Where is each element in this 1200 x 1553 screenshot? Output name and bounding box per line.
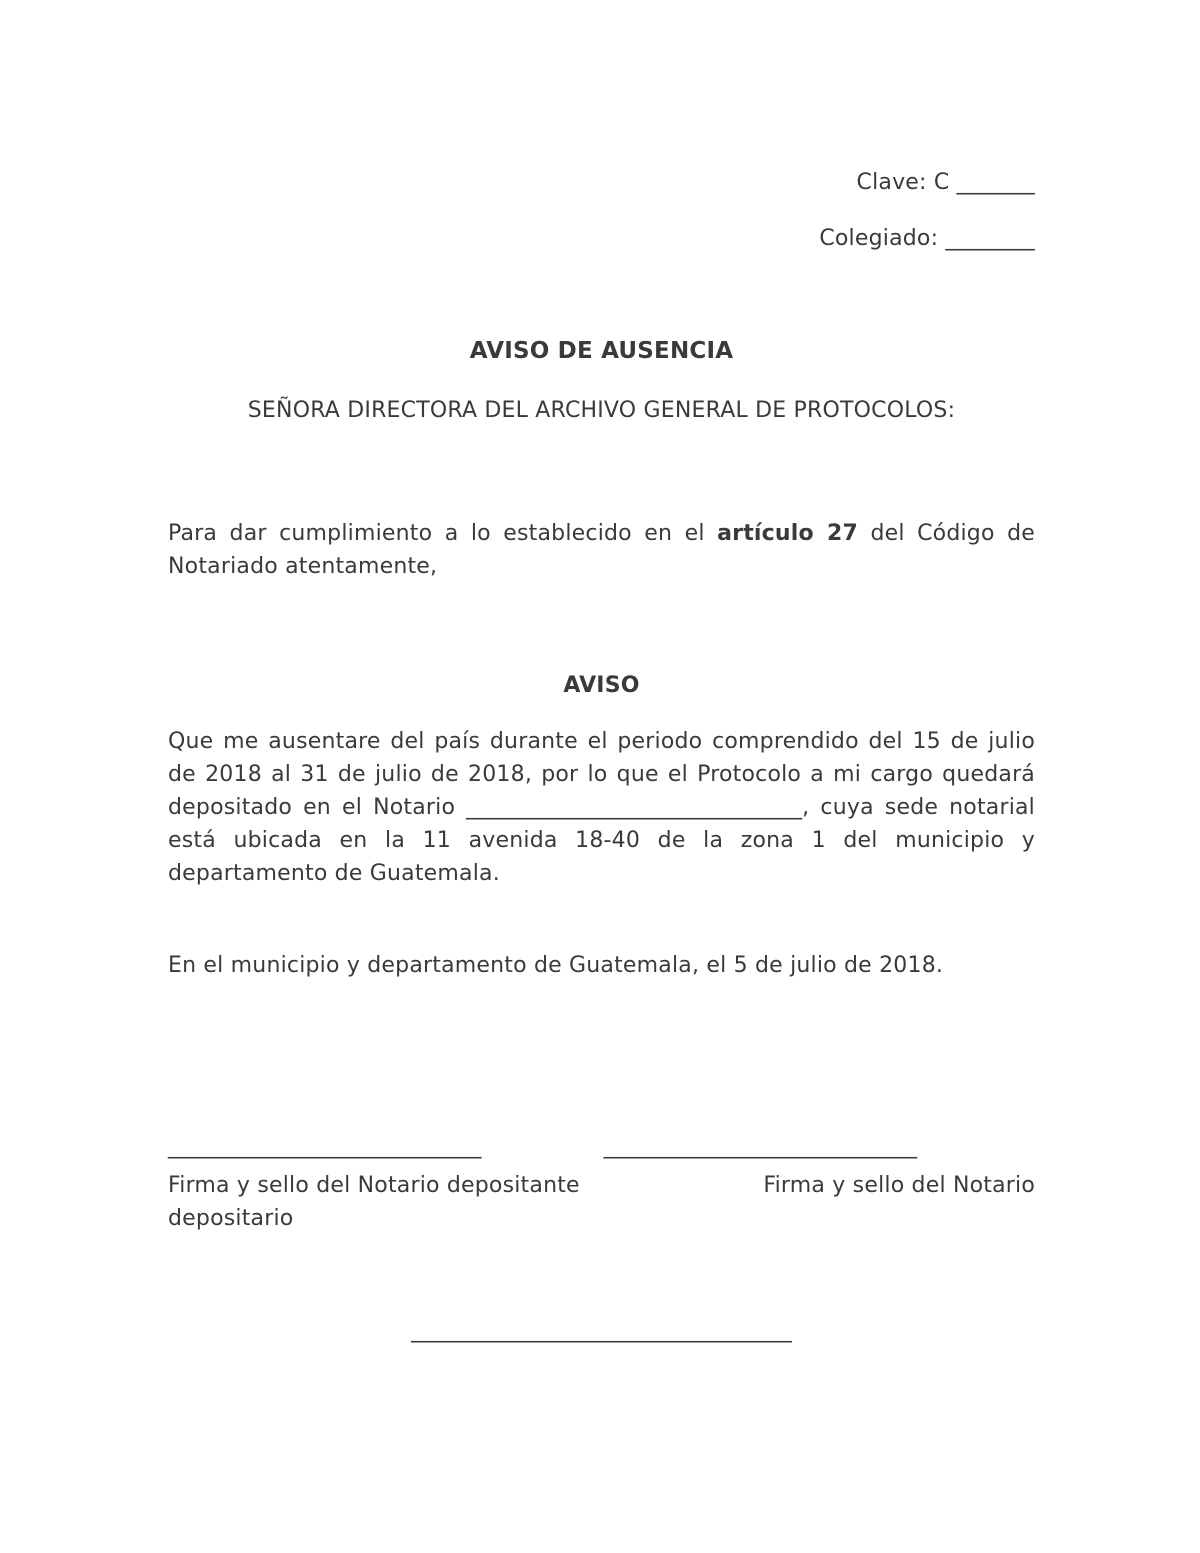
clave-line: Clave: C _______ — [856, 170, 1035, 195]
signature-line-depositario: ____________________________ — [603, 1133, 918, 1159]
signature-line-depositante: ____________________________ — [168, 1133, 482, 1159]
date-line: En el municipio y departamento de Guatemala, el 5 de julio de 2018. — [168, 952, 944, 978]
aviso-heading: AVISO — [563, 672, 640, 698]
notary-signature-line: __________________________________ — [411, 1317, 792, 1343]
signature-captions-row — [168, 1169, 1035, 1202]
signature-lines-row — [168, 1130, 1035, 1163]
document-title: AVISO DE AUSENCIA — [469, 338, 734, 364]
intro-paragraph — [168, 517, 1035, 583]
intro-text-before: Para dar cumplimiento a lo establecido en el — [168, 520, 718, 546]
addressee-line: SEÑORA DIRECTORA DEL ARCHIVO GENERAL DE PROTOCOLOS: — [247, 397, 956, 423]
body-paragraph: Que me ausentare del país durante el periodo comprendido del 15 de julio de 2018 al 31 de julio de 2018, por lo que el Protocolo a mi cargo quedará depositado en el Notario ______________________________, cuya sede notarial está ubicada en la 11 avenida 18-40 de la zona 1 del municipio y departamento de Guatemala. — [168, 728, 1035, 886]
intro-text-bold: artículo 27 — [717, 520, 858, 546]
signature-caption-wrap: depositario — [168, 1205, 294, 1231]
colegiado-line: Colegiado: ________ — [819, 226, 1035, 251]
signature-caption-depositante: Firma y sello del Notario depositante — [168, 1172, 580, 1198]
signature-caption-depositario: Firma y sello del Notario — [763, 1172, 1035, 1198]
intro-text-after: del Código de Notariado atentamente, — [168, 520, 1035, 579]
